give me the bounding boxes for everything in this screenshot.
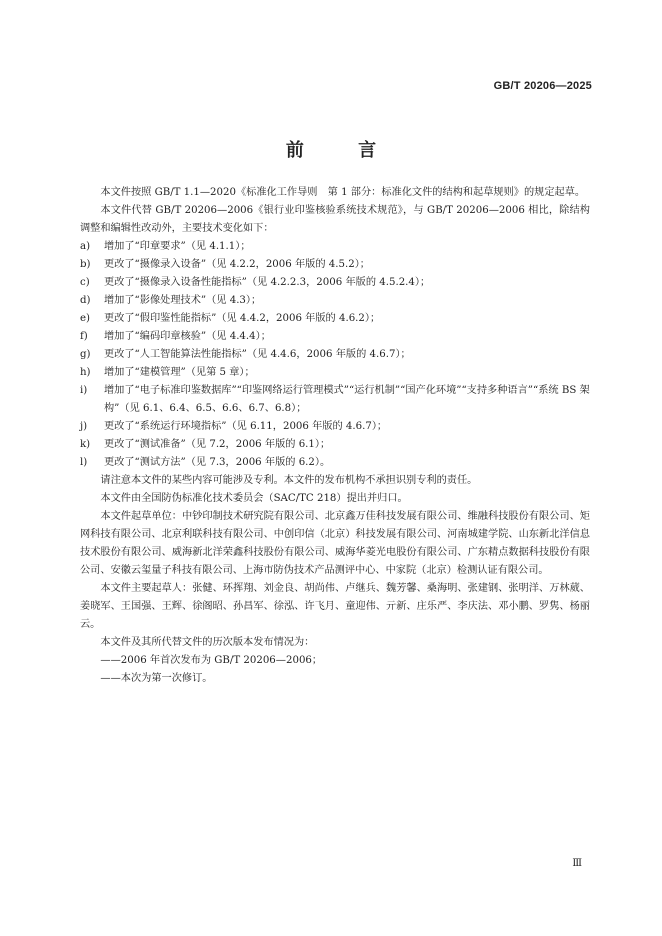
change-item: [80, 418, 590, 436]
drafting-units-paragraph: 本文件起草单位：中钞印制技术研究院有限公司、北京鑫万佳科技发展有限公司、维融科技股份有限公司、矩网科技有限公司、北京利联科技有限公司、中创印信（北京）科技发展有限公司、河南城建学院、山东新北洋信息技术股份有限公司、威海新北洋荣鑫科技股份有限公司、威海华菱光电股份有限公司、广东精点数据科技股份有限公司、安徽云玺量子科技有限公司、上海市防伪技术产品测评中心、中家院（北京）检测认证有限公司。: [80, 511, 590, 576]
intro-paragraph: 本文件按照 GB/T 1.1—2020《标准化工作导则 第 1 部分：标准化文件的结构和起草规则》的规定起草。: [100, 187, 586, 198]
intro-paragraph: 本文件代替 GB/T 20206—2006《银行业印鉴核验系统技术规范》，与 GB/T 20206—2006 相比，除结构调整和编辑性改动外，主要技术变化如下：: [80, 205, 590, 234]
committee-paragraph: 本文件由全国防伪标准化技术委员会（SAC/TC 218）提出并归口。: [100, 493, 408, 504]
change-item: [80, 436, 590, 454]
change-list: [80, 238, 590, 472]
change-item: [80, 256, 590, 274]
item-marker: f): [80, 331, 88, 342]
item-marker: a): [80, 241, 91, 252]
item-marker: i): [80, 385, 88, 396]
change-item: [80, 364, 590, 382]
change-item: [80, 238, 590, 256]
item-text: 更改了“测试准备”（见 7.2，2006 年版的 6.1）；: [104, 439, 331, 450]
history-item: ——2006 年首次发布为 GB/T 20206—2006；: [100, 655, 323, 666]
item-marker: e): [80, 313, 91, 324]
change-item: [80, 382, 590, 418]
change-item: [80, 328, 590, 346]
foreword-body: [80, 184, 590, 688]
item-text: 增加了“影像处理技术”（见 4.3）；: [104, 295, 262, 306]
item-marker: d): [80, 295, 91, 306]
item-marker: k): [80, 439, 91, 450]
change-item: [80, 274, 590, 292]
item-marker: j): [80, 421, 88, 432]
item-text: 更改了“测试方法”（见 7.3，2006 年版的 6.2）。: [104, 457, 331, 468]
item-marker: c): [80, 277, 90, 288]
item-marker: g): [80, 349, 91, 360]
change-item: [80, 346, 590, 364]
item-text: 更改了“摄像录入设备”（见 4.2.2，2006 年版的 4.5.2）；: [104, 259, 370, 270]
page-title: 前 言: [285, 140, 401, 161]
change-item: [80, 454, 590, 472]
change-item: [80, 292, 590, 310]
item-text: 更改了“系统运行环境指标”（见 6.11，2006 年版的 4.6.7）；: [104, 421, 388, 432]
drafters-paragraph: 本文件主要起草人：张健、环挥翔、刘金良、胡尚伟、卢继兵、魏芳馨、桑海明、张建钢、张明洋、万林葳、姜晓军、王国强、王辉、徐阁昭、孙昌军、徐泓、许飞月、童迎伟、亓新、庄乐严、李庆法、邓小鹏、罗隽、杨丽云。: [80, 583, 590, 630]
item-text: 增加了“编码印章核验”（见 4.4.4）；: [104, 331, 271, 342]
standard-code: GB/T 20206—2025: [493, 80, 592, 92]
change-item: [80, 310, 590, 328]
page-number: Ⅲ: [572, 858, 582, 869]
patent-notice: 请注意本文件的某些内容可能涉及专利。本文件的发布机构不承担识别专利的责任。: [100, 475, 478, 486]
history-intro: 本文件及其所代替文件的历次版本发布情况为：: [100, 637, 315, 648]
item-text: 更改了“人工智能算法性能指标”（见 4.4.6，2006 年版的 4.6.7）；: [104, 349, 411, 360]
item-text: 更改了“摄像录入设备性能指标”（见 4.2.2.3，2006 年版的 4.5.2.4）；: [104, 277, 431, 288]
item-marker: h): [80, 367, 91, 378]
item-marker: b): [80, 259, 91, 270]
item-text: 增加了“电子标准印鉴数据库”“印鉴网络运行管理模式”“运行机制”“国产化环境”“支持多种语言”“系统 BS 架构”（见 6.1、6.4、6.5、6.6、6.7、6.8）；: [104, 385, 590, 414]
item-text: 更改了“假印鉴性能指标”（见 4.4.2，2006 年版的 4.6.2）；: [104, 313, 381, 324]
history-item: ——本次为第一次修订。: [100, 673, 213, 684]
item-marker: l): [80, 457, 88, 468]
item-text: 增加了“建模管理”（见第 5 章）；: [104, 367, 255, 378]
item-text: 增加了“印章要求”（见 4.1.1）；: [104, 241, 251, 252]
